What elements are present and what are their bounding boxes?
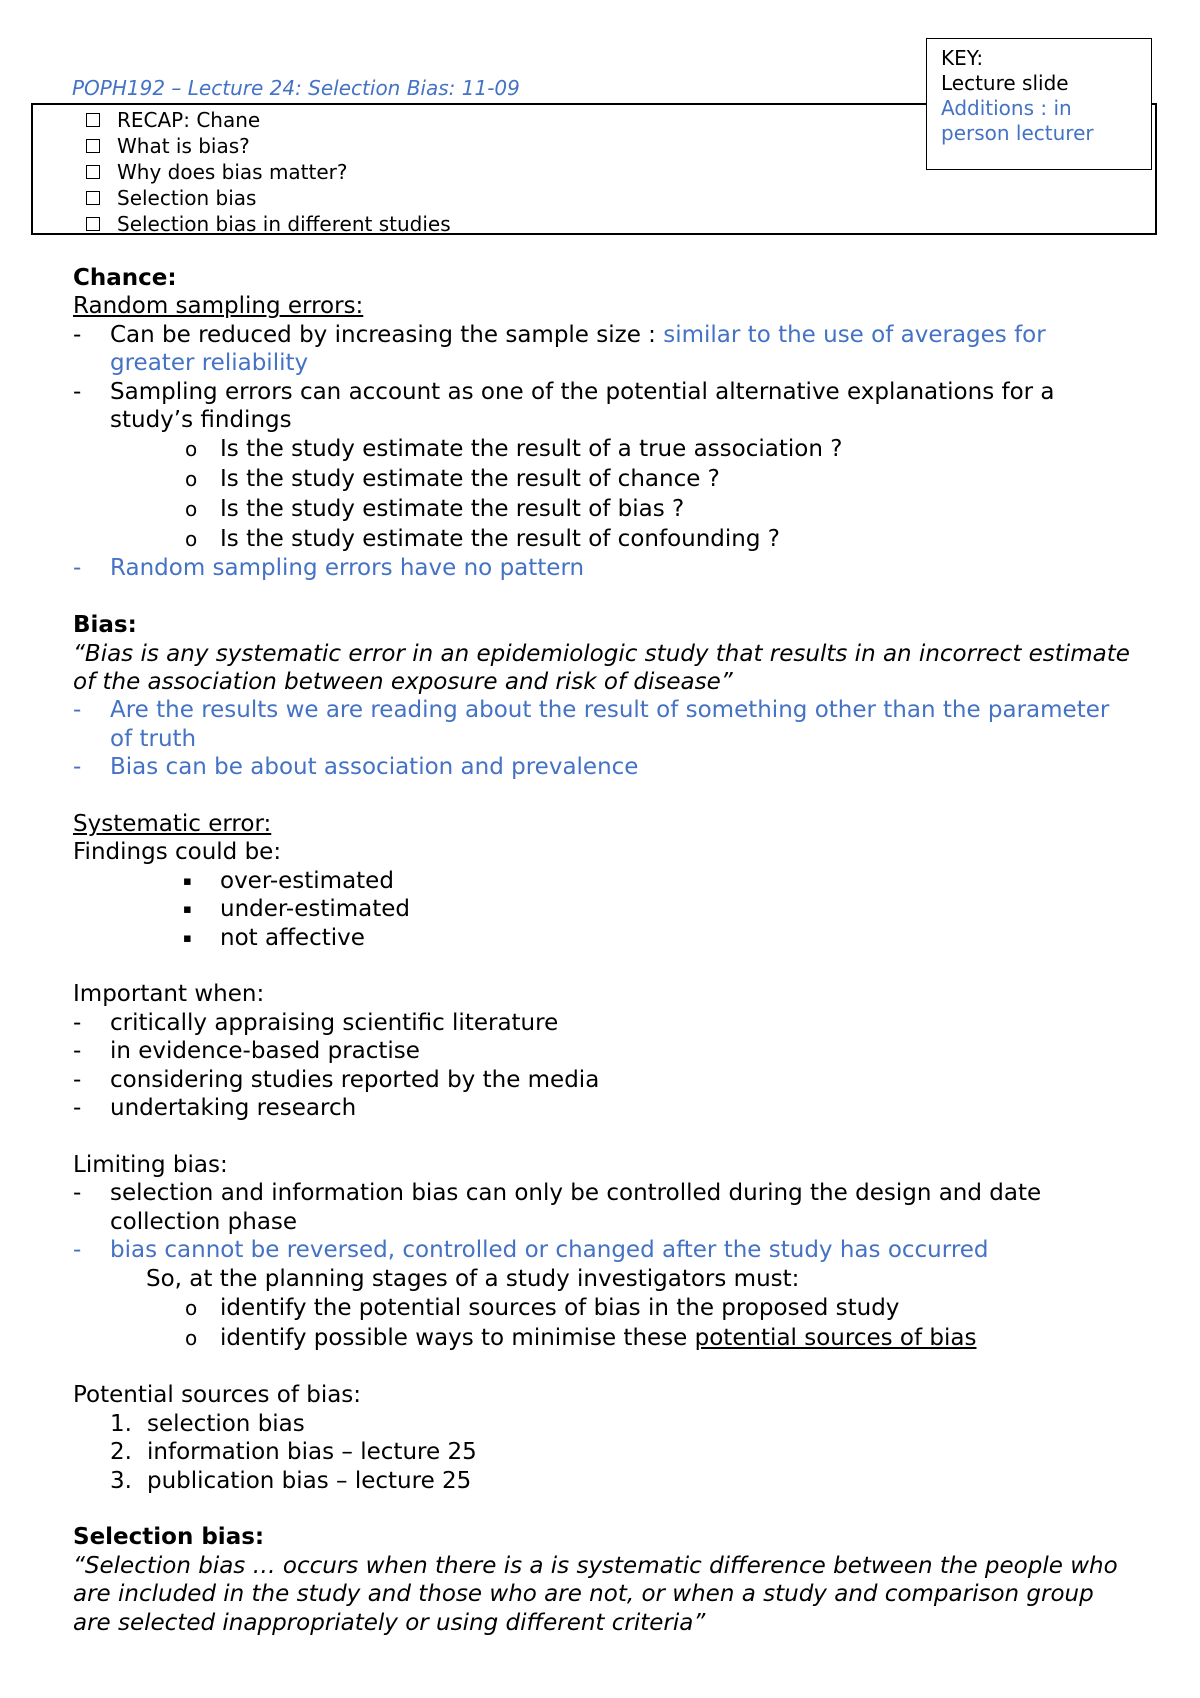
- bias-bullet-1: - Are the results we are reading about the result of something other than the parameter of truth: [73, 696, 1133, 753]
- sources-heading: Potential sources of bias:: [73, 1382, 362, 1409]
- limiting-step-2-text: identify possible ways to minimise these: [220, 1324, 695, 1351]
- sources-item-text: publication bias – lecture 25: [147, 1467, 472, 1494]
- sources-item: [73, 1410, 1133, 1438]
- systematic-item: ▪ not affective: [73, 924, 1133, 952]
- key-additions-line2: person lecturer: [941, 121, 1094, 145]
- limiting-step-2: [73, 1323, 1133, 1353]
- important-item: - critically appraising scientific literature: [73, 1009, 1133, 1037]
- toc-label: Selection bias in different studies: [117, 212, 451, 236]
- selection-bias-quote: “Selection bias … occurs when there is a is systematic difference between the people who are included in the study and those who are not, or when a study and comparison group are selected inappropriately or using different criteria”: [73, 1552, 1118, 1636]
- chance-question: o Is the study estimate the result of confounding ?: [73, 524, 1133, 554]
- checkbox-icon[interactable]: [86, 191, 100, 205]
- random-sampling-subheading: Random sampling errors:: [73, 293, 364, 320]
- limiting-bullet-1: - selection and information bias can only be controlled during the design and date collection phase: [73, 1179, 1133, 1236]
- chance-bullet-1-addition: similar to the use of averages for greater reliability: [110, 321, 1046, 377]
- chance-bullet-1: [73, 321, 1133, 378]
- checkbox-icon[interactable]: [86, 139, 100, 153]
- sources-item-text: information bias – lecture 25: [147, 1439, 477, 1466]
- chance-bullet-1-text: Can be reduced by increasing the sample size :: [110, 321, 664, 348]
- toc-item[interactable]: [87, 185, 1155, 211]
- toc-label: Selection bias: [117, 186, 257, 210]
- chance-bullet-3: - Random sampling errors have no pattern: [73, 554, 1133, 582]
- systematic-error-heading: Systematic error:: [73, 811, 272, 838]
- sources-item-number: 3.: [110, 1467, 132, 1494]
- chance-bullet-2: - Sampling errors can account as one of the potential alternative explanations for a study’s findings: [73, 378, 1133, 435]
- sources-item-text: selection bias: [147, 1410, 305, 1437]
- important-item: - undertaking research: [73, 1094, 1133, 1122]
- bias-quote: “Bias is any systematic error in an epidemiologic study that results in an incorrect estimate of the association between exposure and risk of disease”: [73, 640, 1130, 696]
- limiting-heading: Limiting bias:: [73, 1151, 228, 1178]
- toc-label: Why does bias matter?: [117, 160, 348, 184]
- checkbox-icon[interactable]: [86, 165, 100, 179]
- limiting-step-1: o identify the potential sources of bias in the proposed study: [73, 1293, 1133, 1323]
- limiting-step-2-underlined: potential sources of bias: [694, 1324, 977, 1351]
- chance-heading: Chance:: [73, 265, 177, 291]
- important-item: - considering studies reported by the media: [73, 1066, 1133, 1094]
- systematic-intro: Findings could be:: [73, 839, 282, 866]
- key-additions-line1: Additions : in: [941, 96, 1072, 120]
- bias-bullet-2: - Bias can be about association and prevalence: [73, 753, 1133, 781]
- limiting-bullet-2: - bias cannot be reversed, controlled or changed after the study has occurred: [73, 1236, 1133, 1264]
- document-title: POPH192 – Lecture 24: Selection Bias: 11-09: [72, 76, 520, 100]
- key-label: KEY:: [941, 46, 984, 70]
- chance-question: o Is the study estimate the result of chance ?: [73, 464, 1133, 494]
- chance-question: o Is the study estimate the result of a true association ?: [73, 434, 1133, 464]
- key-lecture-slide: Lecture slide: [941, 71, 1069, 95]
- checkbox-icon[interactable]: [86, 113, 100, 127]
- limiting-so: So, at the planning stages of a study investigators must:: [146, 1265, 800, 1292]
- systematic-item: ▪ over-estimated: [73, 867, 1133, 895]
- toc-item[interactable]: [87, 211, 1155, 237]
- selection-bias-heading: Selection bias:: [73, 1524, 265, 1551]
- important-heading: Important when:: [73, 981, 265, 1008]
- systematic-item: ▪ under-estimated: [73, 895, 1133, 923]
- sources-item: [73, 1438, 1133, 1466]
- bias-heading: Bias:: [73, 612, 137, 639]
- sources-item-number: 2.: [110, 1439, 132, 1466]
- toc-label: RECAP: Chane: [117, 108, 261, 132]
- sources-item: [73, 1467, 1133, 1495]
- document-body: [73, 264, 1133, 1637]
- sources-item-number: 1.: [110, 1410, 132, 1437]
- important-item: - in evidence-based practise: [73, 1037, 1133, 1065]
- checkbox-icon[interactable]: [86, 217, 100, 231]
- toc-label: What is bias?: [117, 134, 250, 158]
- chance-question: o Is the study estimate the result of bias ?: [73, 494, 1133, 524]
- key-legend-box: [926, 38, 1152, 170]
